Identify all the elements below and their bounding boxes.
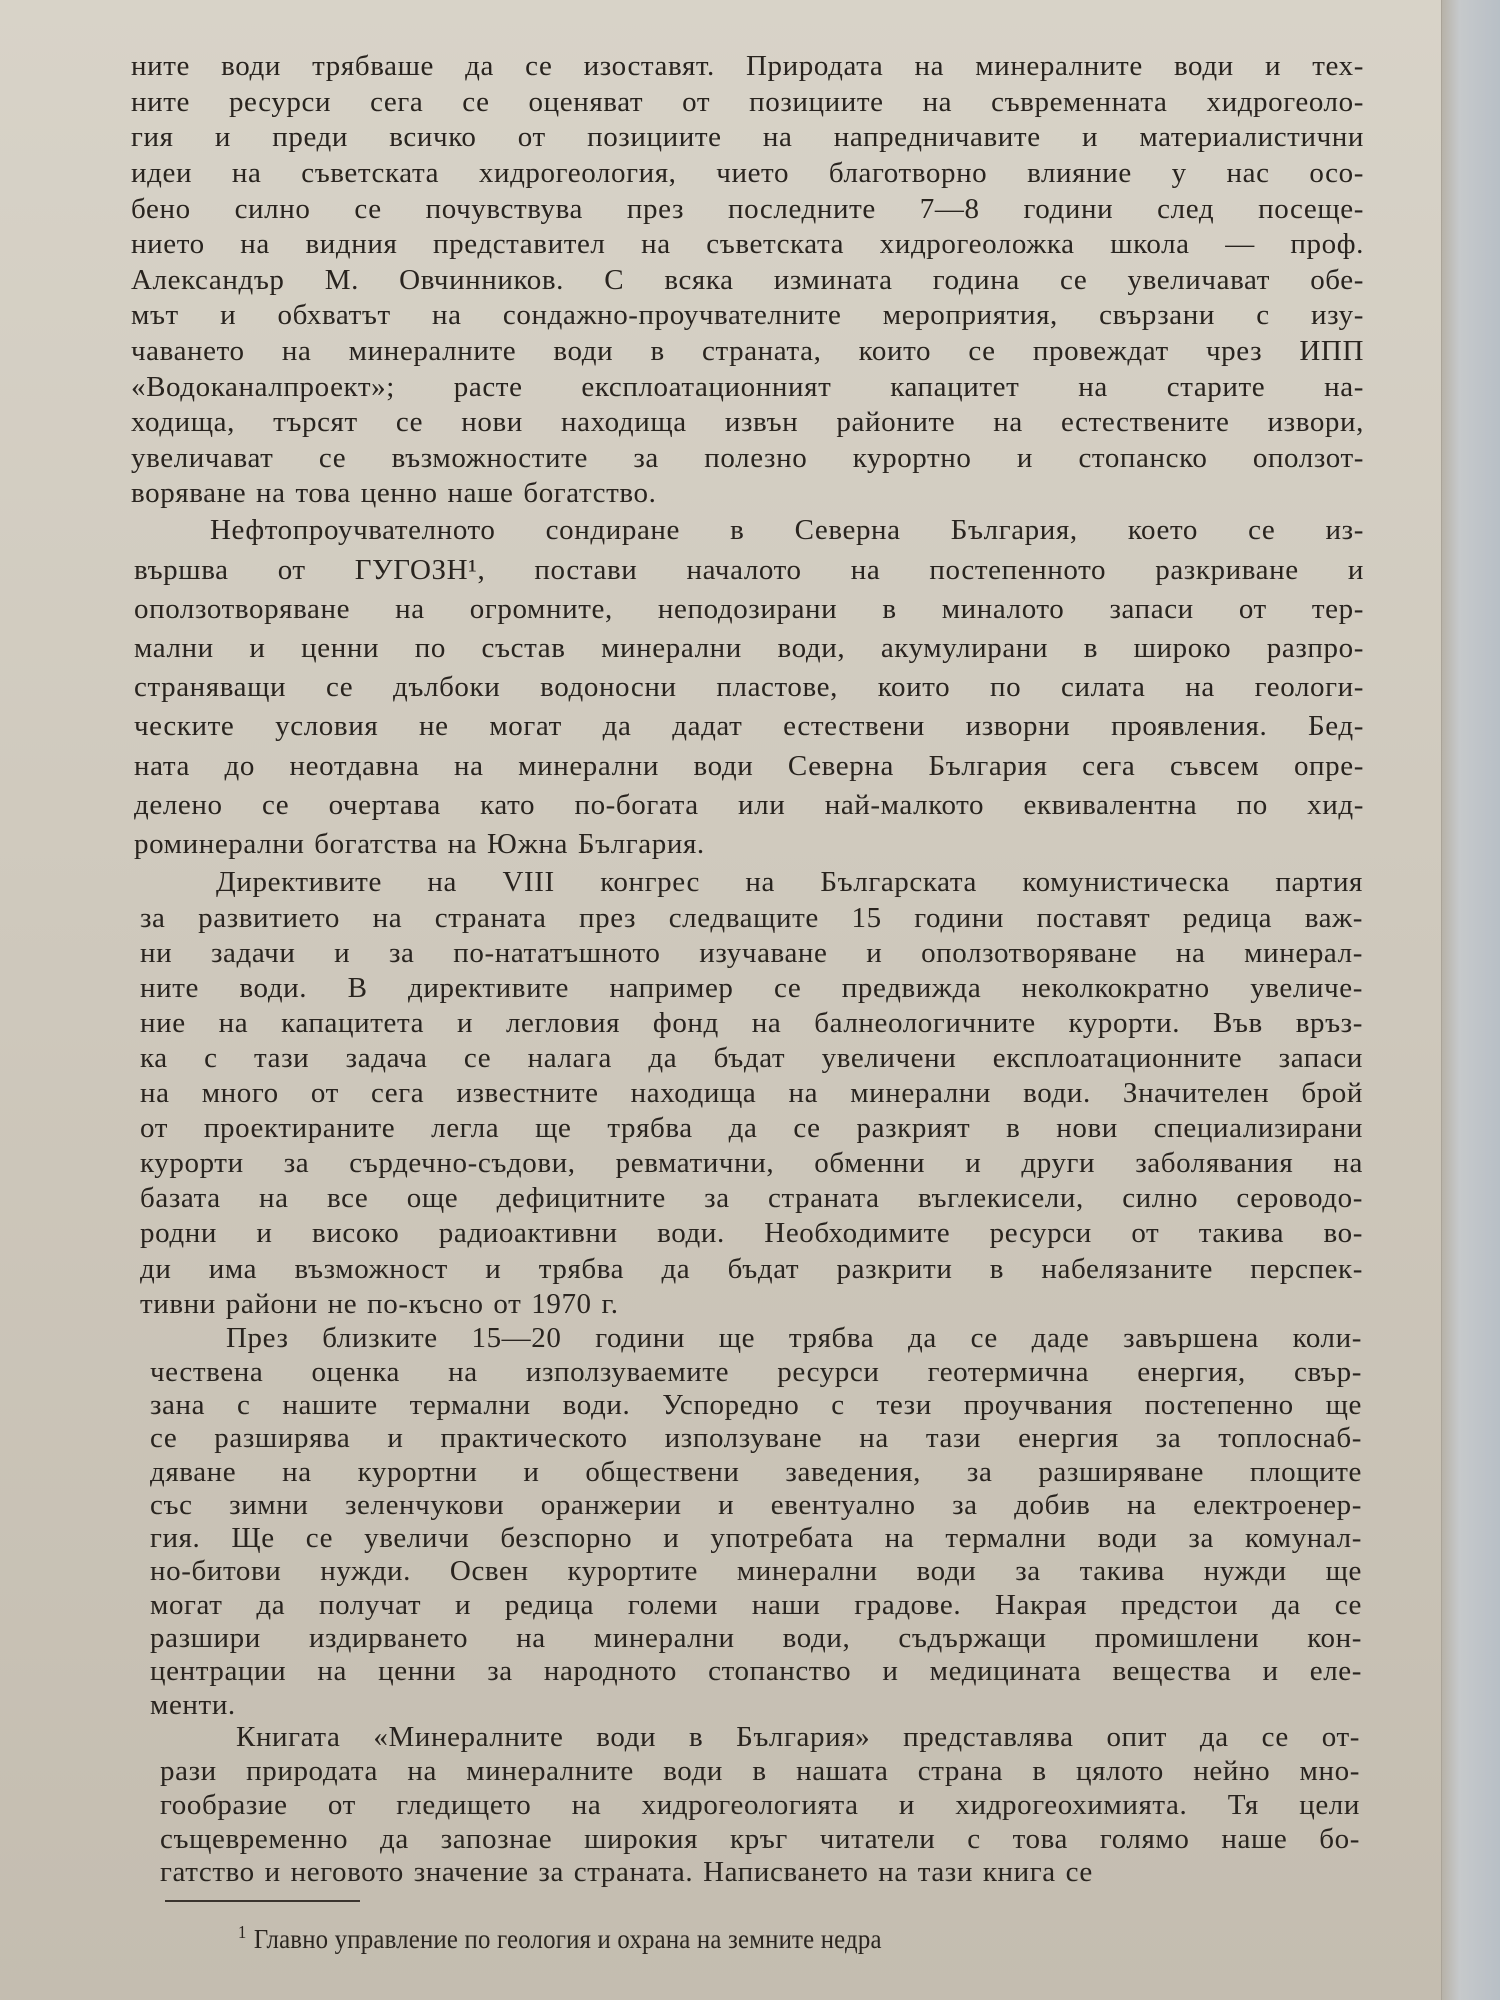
text-line: зана с нашите термални води. Успоредно с тези проучвания постепенно ще <box>150 1388 1362 1421</box>
page-edge <box>1441 0 1500 2000</box>
footnote-marker: 1 <box>238 1922 247 1942</box>
text-line: гия. Ще се увеличи безспорно и употребата на термални води за комунал- <box>150 1522 1362 1555</box>
text-line: от проектираните легла ще трябва да се разкрият в нови специализирани <box>140 1112 1363 1145</box>
text-line: ната до неотдавна на минерални води Северна България сега съвсем опре- <box>134 749 1364 782</box>
text-line: могат да получат и редица големи наши градове. Накрая предстои да се <box>150 1588 1362 1621</box>
text-line: ние на капацитета и легловия фонд на балнеологичните курорти. Във връз- <box>140 1006 1363 1039</box>
text-line: същевременно да запознае широкия кръг читатели с това голямо наше бо- <box>160 1822 1360 1855</box>
text-line: ходища, търсят се нови находища извън районите на естествените извори, <box>131 406 1364 439</box>
text-line: дяване на курортни и обществени заведения, за разширяване площите <box>150 1455 1362 1488</box>
footnote <box>238 1922 882 1955</box>
text-line: рази природата на минералните води в нашата страна в цялото нейно мно- <box>160 1754 1360 1787</box>
text-line: воряване на това ценно наше богатство. <box>131 477 657 510</box>
text-line: родни и високо радиоактивни води. Необходимите ресурси от такива во- <box>140 1217 1363 1250</box>
text-line: През близките 15—20 години ще трябва да се даде завършена коли- <box>226 1322 1362 1355</box>
text-line: оползотворяване на огромните, неподозирани в миналото запаси от тер- <box>134 592 1364 625</box>
text-line: «Водоканалпроект»; расте експлоатационният капацитет на старите на- <box>131 370 1364 403</box>
text-line: Директивите на VIII конгрес на Българската комунистическа партия <box>216 866 1363 899</box>
text-line: гатство и неговото значение за страната. Написването на тази книга се <box>160 1856 1093 1889</box>
text-line: но-битови нужди. Освен курортите минерални води за такива нужди ще <box>150 1555 1362 1588</box>
text-line: ческите условия не могат да дадат естествени изворни проявления. Бед- <box>134 710 1364 743</box>
text-line: ните води. В директивите например се предвижда неколкократно увеличе- <box>140 971 1363 1004</box>
text-line: идеи на съветската хидрогеология, чието благотворно влияние у нас осо- <box>131 157 1364 189</box>
text-line: на много от сега известните находища на минерални води. Значителен брой <box>140 1077 1363 1110</box>
text-line: делено се очертава като по-богата или най-малкото еквивалентна по хид- <box>134 788 1364 821</box>
text-line: Александър М. Овчинников. С всяка измината година се увеличават обе- <box>131 263 1364 296</box>
text-line: менти. <box>150 1688 236 1721</box>
text-line: се разширява и практическото използуване на тази енергия за топлоснаб- <box>150 1422 1362 1455</box>
text-line: със зимни зеленчукови оранжерии и евентуално за добив на електроенер- <box>150 1488 1362 1521</box>
text-line: за развитието на страната през следващите 15 години поставят редица важ- <box>140 901 1363 934</box>
text-line: ните води трябваше да се изоставят. Природата на минералните води и тех- <box>131 50 1364 83</box>
text-line: ните ресурси сега се оценяват от позициите на съвременната хидрогеоло- <box>131 85 1364 118</box>
text-line: разшири издирването на минерални води, съдържащи промишлени кон- <box>150 1622 1362 1655</box>
text-line: курорти за сърдечно-съдови, ревматични, обменни и други заболявания на <box>140 1147 1363 1180</box>
text-line: нието на видния представител на съветската хидрогеоложка школа — проф. <box>131 228 1364 261</box>
text-line: чествена оценка на използуваемите ресурси геотермична енергия, свър- <box>150 1355 1362 1388</box>
text-line: гия и преди всичко от позициите на напредничавите и материалистични <box>131 121 1364 154</box>
footnote-text: Главно управление по геология и охрана на земните недра <box>253 1924 882 1954</box>
text-line: тивни райони не по-късно от 1970 г. <box>140 1287 619 1320</box>
text-line: Книгата «Минералните води в България» представлява опит да се от- <box>236 1721 1360 1754</box>
text-line: мални и ценни по състав минерални води, акумулирани в широко разпро- <box>134 632 1364 664</box>
text-line: Нефтопроучвателното сондиране в Северна България, което се из- <box>210 514 1364 547</box>
text-line: вършва от ГУГОЗН¹, постави началото на постепенното разкриване и <box>134 553 1364 586</box>
text-line: центрации на ценни за народното стопанство и медицината вещества и еле- <box>150 1655 1362 1688</box>
text-line: мът и обхватът на сондажно-проучвателните мероприятия, свързани с изу- <box>131 299 1364 332</box>
text-line: гообразие от гледището на хидрогеологията и хидрогеохимията. Тя цели <box>160 1788 1360 1821</box>
text-line: ди има възможност и трябва да бъдат разкрити в набелязаните перспек- <box>140 1252 1363 1285</box>
text-line: увеличават се възможностите за полезно курортно и стопанско оползот- <box>131 441 1364 474</box>
text-line: ка с тази задача се налага да бъдат увеличени експлоатационните запаси <box>140 1041 1363 1074</box>
text-line: чаването на минералните води в страната, които се провеждат чрез ИПП <box>131 335 1364 367</box>
text-line: ни задачи и за по-нататъшното изучаване и оползотворяване на минерал- <box>140 936 1363 969</box>
text-line: роминерални богатства на Южна България. <box>134 828 705 860</box>
text-line: базата на все още дефицитните за страната въглекисели, силно сероводо- <box>140 1182 1363 1215</box>
text-line: страняващи се дълбоки водоносни пластове, които по силата на геологи- <box>134 671 1364 704</box>
text-line: бено силно се почувствува през последните 7—8 години след посеще- <box>131 192 1364 225</box>
footnote-divider <box>165 1900 360 1902</box>
